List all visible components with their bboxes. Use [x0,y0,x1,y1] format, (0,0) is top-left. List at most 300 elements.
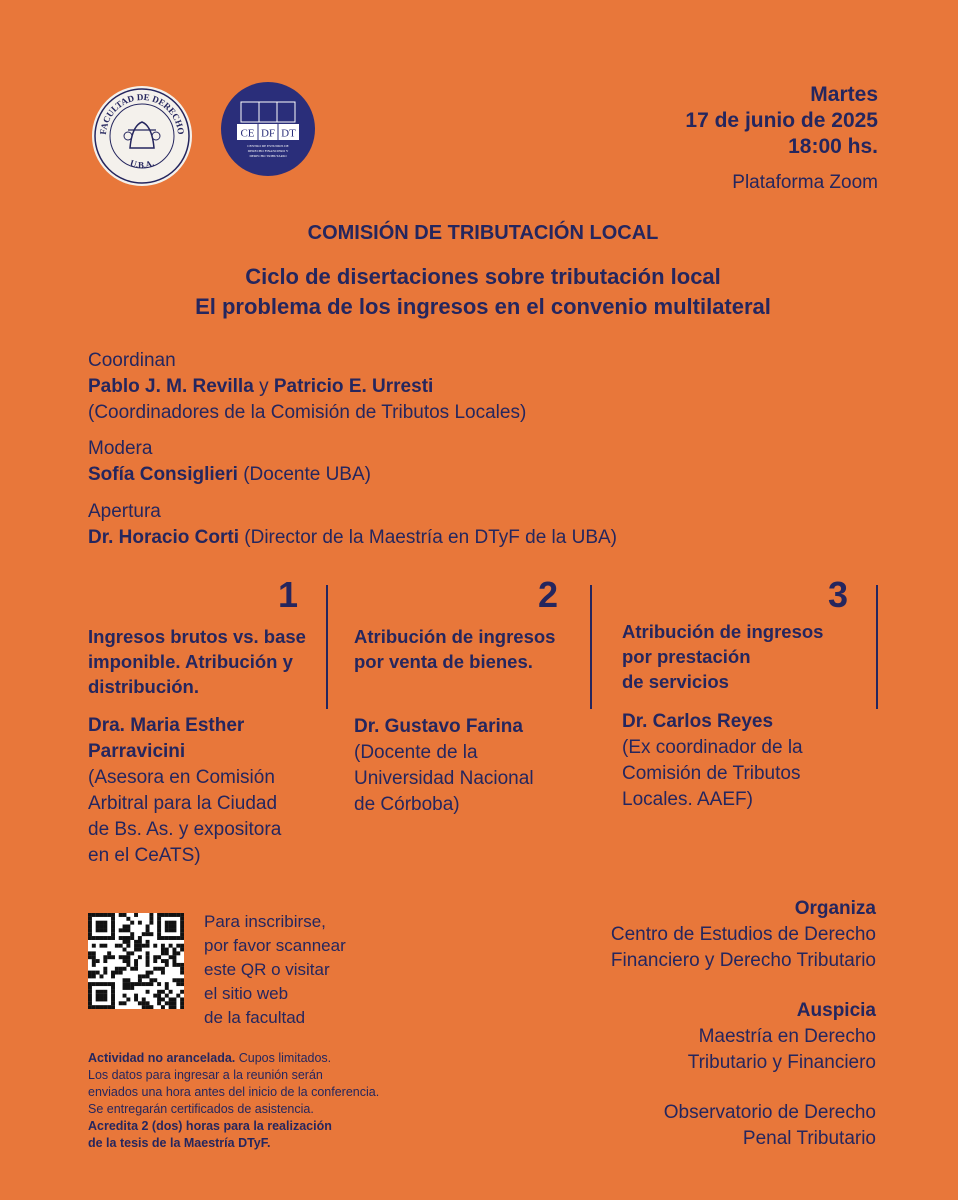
qr-module [126,917,130,921]
qr-module [92,936,96,940]
qr-module [165,913,169,917]
talk-2-speaker [354,714,586,740]
qr-module [180,963,184,967]
qr-module [146,990,150,994]
qr-module [180,1001,184,1005]
qr-module [100,921,104,925]
qr-module [169,944,173,948]
qr-module [146,974,150,978]
qr-module [103,913,107,917]
qr-module [111,997,115,1001]
qr-module [172,951,176,955]
qr-module [96,925,100,929]
qr-module [111,936,115,940]
auspicia-label: Auspicia [796,1000,876,1021]
qr-module [111,986,115,990]
organiza-line: Financiero y Derecho Tributario [610,950,876,971]
qr-module [126,963,130,967]
qr-module [176,994,180,998]
qr-module [100,1005,104,1009]
qr-module [165,963,169,967]
qr-module [92,913,96,917]
qr-module [142,1001,146,1005]
talk-2-title-line: Atribución de ingresos [354,626,556,647]
qr-module [103,971,107,975]
qr-module [149,913,153,917]
talk-3 [622,619,872,813]
qr-module [96,997,100,1001]
qr-module [146,940,150,944]
qr-module [138,974,142,978]
auspicia-block [664,998,876,1152]
qr-module [96,936,100,940]
talk-1 [88,624,324,869]
qr-module [142,982,146,986]
qr-module [165,959,169,963]
qr-module [134,913,138,917]
qr-module [107,936,111,940]
qr-module [103,994,107,998]
activity-notes [88,1050,379,1152]
qr-module [126,928,130,932]
qr-module [134,940,138,944]
organiza-line: Centro de Estudios de Derecho [610,924,876,945]
qr-module [176,913,180,917]
qr-module [130,982,134,986]
qr-module [111,1001,115,1005]
qr-module [96,921,100,925]
qr-module [126,944,130,948]
qr-module [149,982,153,986]
svg-text:CE: CE [240,127,255,140]
qr-module [142,1005,146,1009]
moderator-role: (Docente UBA) [243,464,371,485]
qr-module [157,990,161,994]
qr-module [103,982,107,986]
qr-module [134,959,138,963]
qr-module [153,978,157,982]
qr-module [165,948,169,952]
qr-module [180,925,184,929]
qr-module [100,994,104,998]
qr-module [180,921,184,925]
qr-module [138,955,142,959]
qr-module [157,917,161,921]
qr-module [165,986,169,990]
qr-module [96,1005,100,1009]
qr-module [88,932,92,936]
qr-module [126,986,130,990]
talk-1-speaker-line: Dra. Maria Esther [88,715,245,736]
qr-module [103,1005,107,1009]
qr-module [134,944,138,948]
qr-module [119,955,123,959]
qr-module [146,963,150,967]
cycle-title-line-2: El problema de los ingresos en el convenio multilateral [195,294,771,319]
qr-module [169,936,173,940]
qr-module [126,982,130,986]
svg-text:DF: DF [260,127,276,140]
qr-module [172,936,176,940]
qr-module [165,951,169,955]
qr-module [103,955,107,959]
qr-module [103,921,107,925]
qr-module [169,1001,173,1005]
qr-module [123,986,127,990]
qr-module [149,971,153,975]
note-line: Acredita 2 (dos) horas para la realización [88,1119,332,1133]
qr-module [107,982,111,986]
qr-module [161,948,165,952]
opening-block [88,499,617,551]
talk-1-bio-line: (Asesora en Comisión [88,767,275,788]
qr-module [169,925,173,929]
qr-module [111,994,115,998]
qr-module [103,925,107,929]
qr-module [161,951,165,955]
opening-name: Dr. Horacio Corti [88,527,239,548]
qr-module [111,925,115,929]
qr-module [88,913,92,917]
qr-module [119,971,123,975]
qr-module [88,982,92,986]
qr-module [96,971,100,975]
qr-module [123,994,127,998]
talk-1-bio-line: Arbitral para la Ciudad [88,793,278,814]
qr-module [176,982,180,986]
talk-1-bio [88,765,324,869]
qr-module [176,951,180,955]
qr-module [123,925,127,929]
qr-module [153,967,157,971]
talk-2-bio [354,740,586,818]
talk-1-bio-line: de Bs. As. y expositora [88,819,282,840]
qr-module [92,963,96,967]
qr-module [165,994,169,998]
qr-module [88,990,92,994]
svg-text:DERECHO FINANCIERO Y: DERECHO FINANCIERO Y [247,149,289,153]
talk-3-bio-line: (Ex coordinador de la [622,737,803,758]
qr-module [88,971,92,975]
coordinators-role: (Coordinadores de la Comisión de Tributos Locales) [88,402,527,423]
moderator-block [88,436,371,488]
qr-module [107,913,111,917]
talk-1-bio-line: en el CeATS) [88,845,201,866]
qr-module [161,997,165,1001]
coordinators-label: Coordinan [88,350,176,371]
column-divider-1 [326,585,328,709]
coordinator-name-1: Pablo J. M. Revilla [88,376,254,397]
event-day: Martes [810,83,878,106]
cedfdt-emblem-icon [221,82,315,176]
qr-module [153,994,157,998]
coordinators-block [88,348,526,426]
note-line: de la tesis de la Maestría DTyF. [88,1136,271,1150]
talk-1-speaker-line: Parravicini [88,741,186,762]
registration-line: de la facultad [204,1008,306,1027]
talk-2-title [354,624,586,674]
qr-module [169,955,173,959]
qr-module [149,917,153,921]
qr-module [169,913,173,917]
talk-3-title-line: por prestación [622,646,751,667]
qr-module [123,936,127,940]
qr-module [165,936,169,940]
qr-module [157,997,161,1001]
qr-module [172,1001,176,1005]
talk-2-bio-line: (Docente de la [354,742,478,763]
svg-text:FACULTAD DE DERECHO: FACULTAD DE DERECHO [97,91,187,136]
qr-module [180,913,184,917]
talk-2-speaker-line: Dr. Gustavo Farina [354,716,523,737]
qr-module [96,913,100,917]
qr-module [172,928,176,932]
qr-module [176,944,180,948]
qr-module [111,955,115,959]
qr-module [180,990,184,994]
event-platform: Plataforma Zoom [732,172,878,193]
qr-module [103,959,107,963]
talk-1-number: 1 [278,574,299,615]
qr-module [126,959,130,963]
qr-module [146,959,150,963]
talk-3-speaker [622,709,872,735]
qr-module [157,932,161,936]
qr-module [146,951,150,955]
qr-module [157,925,161,929]
talk-3-title-line: Atribución de ingresos [622,621,824,642]
qr-module [111,928,115,932]
qr-module [123,913,127,917]
qr-module [165,928,169,932]
qr-module [161,971,165,975]
qr-module [100,936,104,940]
qr-module [149,921,153,925]
cycle-title-line-1: Ciclo de disertaciones sobre tributación local [245,264,721,289]
qr-module [169,990,173,994]
qr-code-icon[interactable] [88,913,184,1009]
auspicia-line: Observatorio de Derecho [663,1102,876,1123]
moderator-label: Modera [88,438,153,459]
qr-module [126,997,130,1001]
qr-module [103,997,107,1001]
qr-module [161,967,165,971]
qr-module [146,971,150,975]
qr-module [119,967,123,971]
qr-module [157,982,161,986]
qr-module [146,955,150,959]
qr-module [176,963,180,967]
qr-module [100,928,104,932]
qr-module [165,982,169,986]
qr-module [161,913,165,917]
qr-module [88,1001,92,1005]
qr-module [123,940,127,944]
qr-module [142,997,146,1001]
registration-line: Para inscribirse, [204,912,326,931]
qr-module [130,936,134,940]
talk-3-bio-line: Locales. AAEF) [622,789,753,810]
qr-module [180,971,184,975]
qr-module [96,928,100,932]
qr-module [180,928,184,932]
qr-module [157,928,161,932]
qr-module [142,944,146,948]
qr-module [157,913,161,917]
qr-module [126,951,130,955]
qr-module [149,1005,153,1009]
qr-module [123,978,127,982]
qr-module [100,925,104,929]
column-divider-2 [590,585,592,709]
qr-module [88,986,92,990]
qr-module [119,928,123,932]
qr-module [130,986,134,990]
qr-module [88,917,92,921]
qr-module [103,967,107,971]
qr-module [142,974,146,978]
qr-module [115,971,119,975]
opening-label: Apertura [88,501,161,522]
qr-module [88,997,92,1001]
svg-text:CENTRO DE ESTUDIOS DE: CENTRO DE ESTUDIOS DE [247,144,289,148]
event-time: 18:00 hs. [788,135,878,158]
qr-module [134,997,138,1001]
talk-3-bio-line: Comisión de Tributos [622,763,801,784]
qr-module [172,963,176,967]
qr-module [130,932,134,936]
qr-module [126,955,130,959]
qr-module [180,917,184,921]
moderator-name: Sofía Consiglieri [88,464,238,485]
qr-module [111,921,115,925]
qr-module [180,978,184,982]
opening-role: (Director de la Maestría en DTyF de la UBA) [244,527,618,548]
qr-module [134,948,138,952]
talk-1-speaker [88,713,324,765]
facultad-derecho-logo [92,86,192,186]
qr-module [123,959,127,963]
registration-line: el sitio web [204,984,289,1003]
qr-module [100,944,104,948]
qr-module [107,955,111,959]
event-date: 17 de junio de 2025 [685,109,878,132]
registration-qr-code[interactable] [88,913,184,1009]
qr-module [172,1005,176,1009]
free-activity-note: Actividad no arancelada. [88,1051,236,1065]
qr-module [88,994,92,998]
qr-module [180,967,184,971]
qr-module [134,982,138,986]
qr-module [180,997,184,1001]
qr-module [172,925,176,929]
qr-module [96,994,100,998]
qr-module [138,921,142,925]
qr-module [153,955,157,959]
qr-module [180,936,184,940]
qr-module [172,997,176,1001]
coordinators-names [88,374,526,400]
qr-module [130,951,134,955]
qr-module [146,1005,150,1009]
qr-module [172,978,176,982]
qr-module [169,997,173,1001]
qr-module [111,932,115,936]
qr-module [92,982,96,986]
qr-module [100,990,104,994]
qr-module [165,1001,169,1005]
qr-module [161,959,165,963]
qr-module [111,913,115,917]
talk-2-title-line: por venta de bienes. [354,651,533,672]
qr-module [161,936,165,940]
coordinators-joiner: y [259,376,269,397]
qr-module [123,982,127,986]
qr-module [123,955,127,959]
qr-module [92,944,96,948]
svg-text:DERECHO TRIBUTARIO: DERECHO TRIBUTARIO [249,154,287,158]
qr-module [146,944,150,948]
qr-module [88,928,92,932]
qr-module [146,1001,150,1005]
qr-module [157,1001,161,1005]
qr-module [88,921,92,925]
qr-module [130,921,134,925]
event-date-block [685,82,878,160]
coordinator-name-2: Patricio E. Urresti [273,376,434,397]
qr-module [134,963,138,967]
qr-module [138,1001,142,1005]
cedfdt-logo [221,82,315,176]
svg-text:U.B.A.: U.B.A. [128,157,156,171]
qr-module [103,936,107,940]
qr-module [88,1005,92,1009]
qr-module [169,1005,173,1009]
talk-3-title [622,619,872,694]
qr-module [107,951,111,955]
qr-module [138,948,142,952]
qr-module [111,974,115,978]
qr-module [157,967,161,971]
qr-module [146,982,150,986]
qr-module [169,928,173,932]
registration-line: este QR o visitar [204,960,330,979]
qr-module [103,928,107,932]
qr-module [138,936,142,940]
qr-module [134,967,138,971]
qr-module [126,936,130,940]
qr-module [100,913,104,917]
qr-module [172,959,176,963]
cycle-title [0,262,958,322]
qr-module [100,974,104,978]
talk-2 [354,624,586,818]
qr-module [126,978,130,982]
auspicia-line: Penal Tributario [742,1128,876,1149]
qr-module [165,925,169,929]
qr-module [123,1001,127,1005]
qr-module [138,944,142,948]
organiza-block [611,896,876,974]
qr-module [161,1005,165,1009]
qr-module [153,944,157,948]
qr-module [172,913,176,917]
svg-text:DT: DT [281,127,296,140]
talk-2-number: 2 [538,574,559,615]
qr-module [161,944,165,948]
qr-module [119,944,123,948]
facultad-seal-icon [92,86,192,186]
